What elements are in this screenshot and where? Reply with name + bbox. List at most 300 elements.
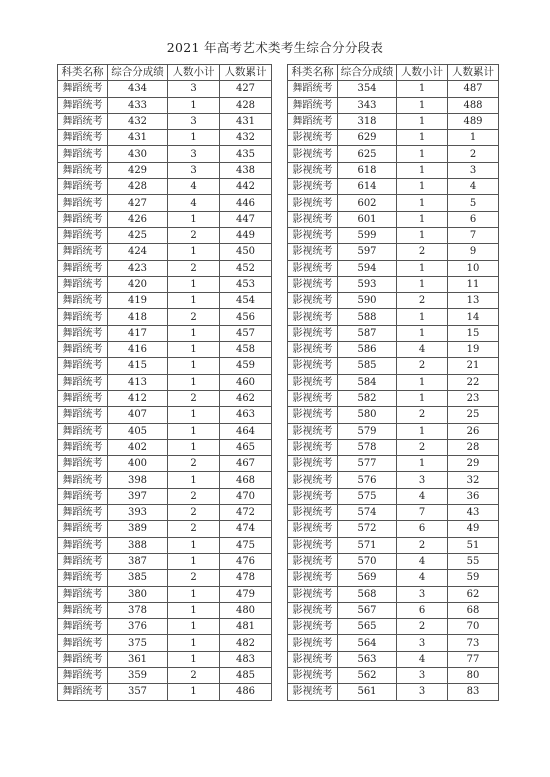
table-row <box>58 521 272 537</box>
table-row <box>288 358 499 374</box>
cell-count: 2 <box>168 227 220 243</box>
cell-cumulative: 32 <box>448 472 499 488</box>
cell-count: 1 <box>168 342 220 358</box>
cell-category: 影视统考 <box>288 488 338 504</box>
cell-count: 1 <box>168 325 220 341</box>
header-row <box>58 65 272 81</box>
cell-cumulative: 77 <box>448 651 499 667</box>
cell-cumulative: 26 <box>448 423 499 439</box>
table-row <box>58 537 272 553</box>
cell-category: 舞蹈统考 <box>58 619 108 635</box>
cell-count: 1 <box>397 179 448 195</box>
cell-count: 1 <box>168 537 220 553</box>
cell-category: 影视统考 <box>288 521 338 537</box>
cell-category: 舞蹈统考 <box>58 97 108 113</box>
table-row <box>58 374 272 390</box>
cell-category: 舞蹈统考 <box>58 488 108 504</box>
table-row <box>58 667 272 683</box>
cell-score: 419 <box>108 293 168 309</box>
cell-score: 417 <box>108 325 168 341</box>
cell-category: 影视统考 <box>288 586 338 602</box>
cell-count: 2 <box>168 456 220 472</box>
table-row <box>58 276 272 292</box>
table-row <box>58 130 272 146</box>
cell-cumulative: 2 <box>448 146 499 162</box>
cell-category: 影视统考 <box>288 342 338 358</box>
cell-category: 舞蹈统考 <box>58 260 108 276</box>
cell-score: 590 <box>338 293 397 309</box>
cell-score: 594 <box>338 260 397 276</box>
cell-score: 412 <box>108 390 168 406</box>
cell-count: 1 <box>397 309 448 325</box>
cell-cumulative: 73 <box>448 635 499 651</box>
cell-count: 1 <box>168 619 220 635</box>
cell-category: 舞蹈统考 <box>58 602 108 618</box>
cell-score: 597 <box>338 244 397 260</box>
cell-category: 影视统考 <box>288 505 338 521</box>
cell-count: 2 <box>397 619 448 635</box>
cell-count: 1 <box>168 423 220 439</box>
table-row <box>288 342 499 358</box>
table-row <box>288 684 499 700</box>
cell-category: 舞蹈统考 <box>58 456 108 472</box>
table-row <box>288 260 499 276</box>
cell-cumulative: 453 <box>220 276 272 292</box>
table-row <box>58 553 272 569</box>
cell-category: 影视统考 <box>288 602 338 618</box>
cell-score: 586 <box>338 342 397 358</box>
table-row <box>58 146 272 162</box>
cell-category: 舞蹈统考 <box>58 325 108 341</box>
table-row <box>288 162 499 178</box>
cell-cumulative: 483 <box>220 651 272 667</box>
cell-cumulative: 11 <box>448 276 499 292</box>
cell-score: 585 <box>338 358 397 374</box>
cell-cumulative: 4 <box>448 179 499 195</box>
cell-cumulative: 51 <box>448 537 499 553</box>
cell-count: 1 <box>397 456 448 472</box>
cell-cumulative: 479 <box>220 586 272 602</box>
cell-category: 舞蹈统考 <box>58 179 108 195</box>
cell-cumulative: 83 <box>448 684 499 700</box>
cell-category: 影视统考 <box>288 374 338 390</box>
cell-score: 361 <box>108 651 168 667</box>
table-row <box>288 619 499 635</box>
cell-score: 427 <box>108 195 168 211</box>
cell-count: 1 <box>397 276 448 292</box>
cell-score: 397 <box>108 488 168 504</box>
cell-count: 4 <box>397 342 448 358</box>
table-row <box>58 97 272 113</box>
cell-count: 1 <box>397 325 448 341</box>
cell-score: 359 <box>108 667 168 683</box>
cell-category: 影视统考 <box>288 227 338 243</box>
cell-category: 影视统考 <box>288 570 338 586</box>
cell-count: 7 <box>397 505 448 521</box>
header-category: 科类名称 <box>58 65 108 81</box>
table-row <box>58 195 272 211</box>
cell-category: 舞蹈统考 <box>58 684 108 700</box>
cell-score: 565 <box>338 619 397 635</box>
page-title: 2021 年高考艺术类考生综合分分段表 <box>166 40 384 55</box>
cell-score: 578 <box>338 439 397 455</box>
cell-category: 影视统考 <box>288 244 338 260</box>
cell-cumulative: 480 <box>220 602 272 618</box>
cell-count: 2 <box>168 570 220 586</box>
cell-score: 388 <box>108 537 168 553</box>
cell-cumulative: 432 <box>220 130 272 146</box>
table-row <box>58 456 272 472</box>
cell-category: 影视统考 <box>288 130 338 146</box>
cell-cumulative: 43 <box>448 505 499 521</box>
cell-category: 影视统考 <box>288 146 338 162</box>
cell-cumulative: 28 <box>448 439 499 455</box>
cell-score: 343 <box>338 97 397 113</box>
cell-category: 影视统考 <box>288 276 338 292</box>
cell-category: 影视统考 <box>288 684 338 700</box>
cell-cumulative: 465 <box>220 439 272 455</box>
table-row <box>58 260 272 276</box>
cell-count: 2 <box>397 244 448 260</box>
table-row <box>288 309 499 325</box>
cell-score: 418 <box>108 309 168 325</box>
cell-count: 3 <box>168 113 220 129</box>
cell-score: 569 <box>338 570 397 586</box>
cell-count: 1 <box>168 635 220 651</box>
cell-count: 2 <box>168 309 220 325</box>
header-cumulative: 人数累计 <box>220 65 272 81</box>
cell-cumulative: 454 <box>220 293 272 309</box>
cell-category: 影视统考 <box>288 472 338 488</box>
cell-category: 舞蹈统考 <box>58 146 108 162</box>
cell-cumulative: 446 <box>220 195 272 211</box>
cell-score: 430 <box>108 146 168 162</box>
cell-count: 1 <box>168 358 220 374</box>
table-row <box>288 81 499 97</box>
cell-category: 影视统考 <box>288 211 338 227</box>
cell-count: 1 <box>168 374 220 390</box>
table-row <box>288 407 499 423</box>
cell-score: 579 <box>338 423 397 439</box>
table-row <box>58 325 272 341</box>
table-row <box>58 309 272 325</box>
table-row <box>58 390 272 406</box>
cell-cumulative: 29 <box>448 456 499 472</box>
cell-count: 1 <box>397 195 448 211</box>
cell-cumulative: 1 <box>448 130 499 146</box>
cell-cumulative: 6 <box>448 211 499 227</box>
cell-score: 413 <box>108 374 168 390</box>
cell-category: 影视统考 <box>288 325 338 341</box>
cell-category: 舞蹈统考 <box>58 276 108 292</box>
cell-category: 舞蹈统考 <box>58 293 108 309</box>
cell-cumulative: 475 <box>220 537 272 553</box>
cell-category: 影视统考 <box>288 423 338 439</box>
cell-count: 4 <box>397 651 448 667</box>
header-category: 科类名称 <box>288 65 338 81</box>
table-row <box>58 505 272 521</box>
cell-count: 2 <box>397 439 448 455</box>
cell-score: 387 <box>108 553 168 569</box>
cell-category: 影视统考 <box>288 407 338 423</box>
cell-category: 舞蹈统考 <box>288 81 338 97</box>
cell-category: 舞蹈统考 <box>58 130 108 146</box>
cell-score: 429 <box>108 162 168 178</box>
cell-score: 599 <box>338 227 397 243</box>
cell-category: 影视统考 <box>288 162 338 178</box>
cell-cumulative: 13 <box>448 293 499 309</box>
table-row <box>288 602 499 618</box>
cell-category: 影视统考 <box>288 553 338 569</box>
cell-count: 2 <box>168 505 220 521</box>
cell-score: 582 <box>338 390 397 406</box>
cell-category: 影视统考 <box>288 293 338 309</box>
table-row <box>288 521 499 537</box>
cell-count: 2 <box>168 521 220 537</box>
cell-count: 1 <box>168 244 220 260</box>
cell-score: 380 <box>108 586 168 602</box>
cell-score: 568 <box>338 586 397 602</box>
table-row <box>58 472 272 488</box>
cell-score: 402 <box>108 439 168 455</box>
cell-category: 影视统考 <box>288 358 338 374</box>
cell-count: 1 <box>168 276 220 292</box>
cell-count: 3 <box>168 81 220 97</box>
cell-cumulative: 447 <box>220 211 272 227</box>
table-row <box>288 570 499 586</box>
cell-score: 561 <box>338 684 397 700</box>
cell-cumulative: 485 <box>220 667 272 683</box>
header-count: 人数小计 <box>397 65 448 81</box>
table-row <box>58 619 272 635</box>
cell-cumulative: 487 <box>448 81 499 97</box>
table-row <box>58 439 272 455</box>
cell-score: 570 <box>338 553 397 569</box>
cell-category: 影视统考 <box>288 635 338 651</box>
cell-score: 625 <box>338 146 397 162</box>
table-row <box>58 293 272 309</box>
cell-count: 4 <box>397 488 448 504</box>
cell-count: 1 <box>168 211 220 227</box>
cell-category: 影视统考 <box>288 456 338 472</box>
cell-category: 舞蹈统考 <box>58 537 108 553</box>
cell-score: 572 <box>338 521 397 537</box>
cell-category: 舞蹈统考 <box>58 635 108 651</box>
cell-score: 431 <box>108 130 168 146</box>
cell-cumulative: 470 <box>220 488 272 504</box>
cell-category: 舞蹈统考 <box>58 211 108 227</box>
cell-score: 428 <box>108 179 168 195</box>
cell-count: 1 <box>168 130 220 146</box>
cell-cumulative: 474 <box>220 521 272 537</box>
cell-cumulative: 462 <box>220 390 272 406</box>
cell-category: 舞蹈统考 <box>58 244 108 260</box>
cell-category: 舞蹈统考 <box>58 81 108 97</box>
table-row <box>58 81 272 97</box>
table-row <box>288 374 499 390</box>
cell-category: 舞蹈统考 <box>58 113 108 129</box>
cell-category: 影视统考 <box>288 195 338 211</box>
table-row <box>58 227 272 243</box>
cell-cumulative: 70 <box>448 619 499 635</box>
table-row <box>288 423 499 439</box>
header-score: 综合分成绩 <box>108 65 168 81</box>
cell-cumulative: 431 <box>220 113 272 129</box>
cell-count: 2 <box>168 390 220 406</box>
cell-cumulative: 49 <box>448 521 499 537</box>
cell-score: 571 <box>338 537 397 553</box>
cell-score: 584 <box>338 374 397 390</box>
cell-score: 575 <box>338 488 397 504</box>
cell-count: 1 <box>397 227 448 243</box>
header-cumulative: 人数累计 <box>448 65 499 81</box>
cell-score: 376 <box>108 619 168 635</box>
cell-count: 1 <box>397 81 448 97</box>
cell-count: 1 <box>397 211 448 227</box>
cell-cumulative: 476 <box>220 553 272 569</box>
cell-count: 3 <box>168 162 220 178</box>
cell-score: 426 <box>108 211 168 227</box>
cell-cumulative: 482 <box>220 635 272 651</box>
cell-category: 舞蹈统考 <box>58 374 108 390</box>
cell-score: 385 <box>108 570 168 586</box>
cell-cumulative: 7 <box>448 227 499 243</box>
cell-category: 舞蹈统考 <box>58 553 108 569</box>
cell-score: 416 <box>108 342 168 358</box>
header-row <box>288 65 499 81</box>
table-row <box>288 325 499 341</box>
cell-score: 629 <box>338 130 397 146</box>
cell-cumulative: 488 <box>448 97 499 113</box>
cell-category: 舞蹈统考 <box>58 651 108 667</box>
cell-count: 2 <box>168 260 220 276</box>
cell-count: 2 <box>397 407 448 423</box>
table-row <box>288 537 499 553</box>
cell-count: 1 <box>168 586 220 602</box>
cell-cumulative: 472 <box>220 505 272 521</box>
cell-cumulative: 459 <box>220 358 272 374</box>
score-table-left <box>57 64 272 701</box>
cell-count: 2 <box>168 488 220 504</box>
cell-score: 398 <box>108 472 168 488</box>
cell-cumulative: 5 <box>448 195 499 211</box>
score-table-right <box>287 64 499 701</box>
cell-count: 4 <box>397 570 448 586</box>
cell-cumulative: 478 <box>220 570 272 586</box>
cell-cumulative: 486 <box>220 684 272 700</box>
cell-cumulative: 438 <box>220 162 272 178</box>
table-row <box>288 227 499 243</box>
cell-score: 567 <box>338 602 397 618</box>
table-row <box>288 97 499 113</box>
cell-score: 576 <box>338 472 397 488</box>
cell-score: 601 <box>338 211 397 227</box>
cell-category: 影视统考 <box>288 309 338 325</box>
cell-score: 423 <box>108 260 168 276</box>
cell-count: 2 <box>397 358 448 374</box>
cell-cumulative: 489 <box>448 113 499 129</box>
cell-count: 2 <box>397 537 448 553</box>
header-score: 综合分成绩 <box>338 65 397 81</box>
table-row <box>58 342 272 358</box>
table-row <box>288 244 499 260</box>
cell-cumulative: 22 <box>448 374 499 390</box>
cell-cumulative: 435 <box>220 146 272 162</box>
cell-score: 424 <box>108 244 168 260</box>
table-row <box>288 293 499 309</box>
cell-count: 3 <box>397 635 448 651</box>
cell-score: 432 <box>108 113 168 129</box>
cell-score: 405 <box>108 423 168 439</box>
cell-count: 2 <box>168 667 220 683</box>
cell-count: 1 <box>397 423 448 439</box>
table-row <box>288 130 499 146</box>
cell-category: 舞蹈统考 <box>58 521 108 537</box>
cell-score: 614 <box>338 179 397 195</box>
cell-count: 1 <box>168 293 220 309</box>
header-count: 人数小计 <box>168 65 220 81</box>
cell-count: 1 <box>397 113 448 129</box>
table-row <box>58 162 272 178</box>
table-row <box>58 407 272 423</box>
cell-cumulative: 9 <box>448 244 499 260</box>
table-row <box>288 472 499 488</box>
cell-score: 415 <box>108 358 168 374</box>
table-row <box>288 276 499 292</box>
cell-score: 389 <box>108 521 168 537</box>
cell-cumulative: 449 <box>220 227 272 243</box>
cell-cumulative: 19 <box>448 342 499 358</box>
cell-category: 影视统考 <box>288 537 338 553</box>
cell-category: 舞蹈统考 <box>58 439 108 455</box>
cell-cumulative: 452 <box>220 260 272 276</box>
cell-score: 375 <box>108 635 168 651</box>
cell-score: 593 <box>338 276 397 292</box>
cell-cumulative: 450 <box>220 244 272 260</box>
cell-count: 1 <box>397 130 448 146</box>
table-row <box>288 439 499 455</box>
table-row <box>288 195 499 211</box>
cell-cumulative: 458 <box>220 342 272 358</box>
table-row <box>58 488 272 504</box>
cell-cumulative: 80 <box>448 667 499 683</box>
cell-score: 588 <box>338 309 397 325</box>
cell-cumulative: 467 <box>220 456 272 472</box>
cell-cumulative: 10 <box>448 260 499 276</box>
cell-category: 舞蹈统考 <box>58 309 108 325</box>
table-row <box>58 179 272 195</box>
cell-category: 舞蹈统考 <box>58 505 108 521</box>
cell-score: 354 <box>338 81 397 97</box>
cell-score: 580 <box>338 407 397 423</box>
cell-cumulative: 460 <box>220 374 272 390</box>
cell-category: 舞蹈统考 <box>58 407 108 423</box>
cell-score: 420 <box>108 276 168 292</box>
cell-score: 393 <box>108 505 168 521</box>
cell-score: 563 <box>338 651 397 667</box>
table-row <box>58 358 272 374</box>
cell-cumulative: 36 <box>448 488 499 504</box>
cell-count: 1 <box>168 439 220 455</box>
table-row <box>288 146 499 162</box>
table-row <box>58 602 272 618</box>
cell-score: 400 <box>108 456 168 472</box>
cell-category: 舞蹈统考 <box>58 358 108 374</box>
cell-cumulative: 457 <box>220 325 272 341</box>
table-row <box>58 423 272 439</box>
cell-cumulative: 68 <box>448 602 499 618</box>
cell-count: 1 <box>397 374 448 390</box>
